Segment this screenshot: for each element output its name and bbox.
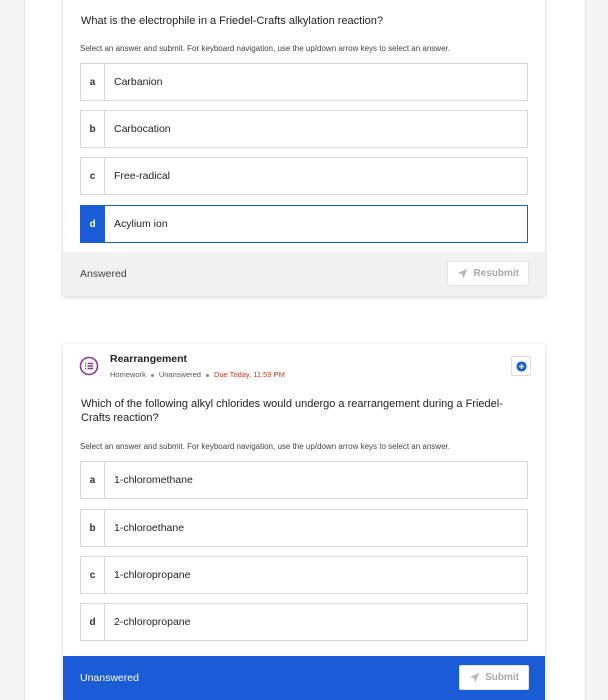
assignment-meta	[110, 370, 285, 379]
assignment-type: Homework	[110, 370, 146, 379]
homework-list-icon	[79, 356, 99, 376]
answer-option-a[interactable]	[80, 461, 528, 499]
send-icon	[457, 268, 468, 279]
question-card-1	[63, 0, 545, 296]
send-icon	[469, 672, 480, 683]
option-letter: b	[81, 510, 105, 546]
option-letter: d	[81, 206, 105, 242]
card-footer	[63, 656, 545, 700]
option-text: 1-chloropropane	[114, 569, 191, 581]
option-text: Free-radical	[114, 170, 171, 182]
option-text: 2-chloropropane	[114, 616, 191, 628]
separator-dot	[151, 374, 154, 377]
instruction-text: Select an answer and submit. For keyboard navigation, use the up/down arrow keys to select an answer.	[80, 44, 450, 53]
question-card-2	[63, 344, 545, 700]
option-text: Acylium ion	[114, 218, 168, 230]
separator-dot	[206, 374, 209, 377]
option-letter: b	[81, 111, 105, 147]
option-letter: d	[81, 604, 105, 640]
option-text: 1-chloromethane	[114, 474, 193, 486]
resubmit-button[interactable]	[447, 261, 529, 286]
assignment-title: Rearrangement	[110, 353, 188, 365]
button-label: Resubmit	[473, 268, 519, 279]
page	[24, 0, 586, 700]
option-text: 1-chloroethane	[114, 522, 185, 534]
add-button[interactable]	[511, 356, 531, 376]
plus-circle-icon	[516, 361, 527, 372]
answer-option-c[interactable]	[80, 556, 528, 594]
card-footer	[63, 252, 545, 296]
instruction-text: Select an answer and submit. For keyboard navigation, use the up/down arrow keys to select an answer.	[80, 442, 450, 451]
option-letter: a	[81, 64, 105, 100]
answer-option-c[interactable]	[80, 157, 528, 195]
status-label: Answered	[80, 268, 127, 280]
question-text: What is the electrophile in a Friedel-Crafts alkylation reaction?	[81, 15, 384, 27]
option-letter: c	[81, 158, 105, 194]
answer-option-a[interactable]	[80, 63, 528, 101]
due-date: Due Today, 11:59 PM	[213, 370, 285, 379]
question-text: Which of the following alkyl chlorides would undergo a rearrangement during a Friedel-Crafts reaction?	[81, 398, 503, 424]
answer-option-b[interactable]	[80, 509, 528, 547]
submit-button[interactable]	[459, 665, 529, 690]
answer-option-b[interactable]	[80, 110, 528, 148]
answer-option-d[interactable]	[80, 603, 528, 641]
option-text: Carbanion	[114, 76, 163, 88]
status-label: Unanswered	[80, 672, 139, 684]
button-label: Submit	[485, 672, 519, 683]
answer-option-d[interactable]	[80, 205, 528, 243]
option-text: Carbocation	[114, 123, 171, 135]
assignment-state: Unanswered	[158, 370, 201, 379]
option-letter: c	[81, 557, 105, 593]
option-letter: a	[81, 462, 105, 498]
